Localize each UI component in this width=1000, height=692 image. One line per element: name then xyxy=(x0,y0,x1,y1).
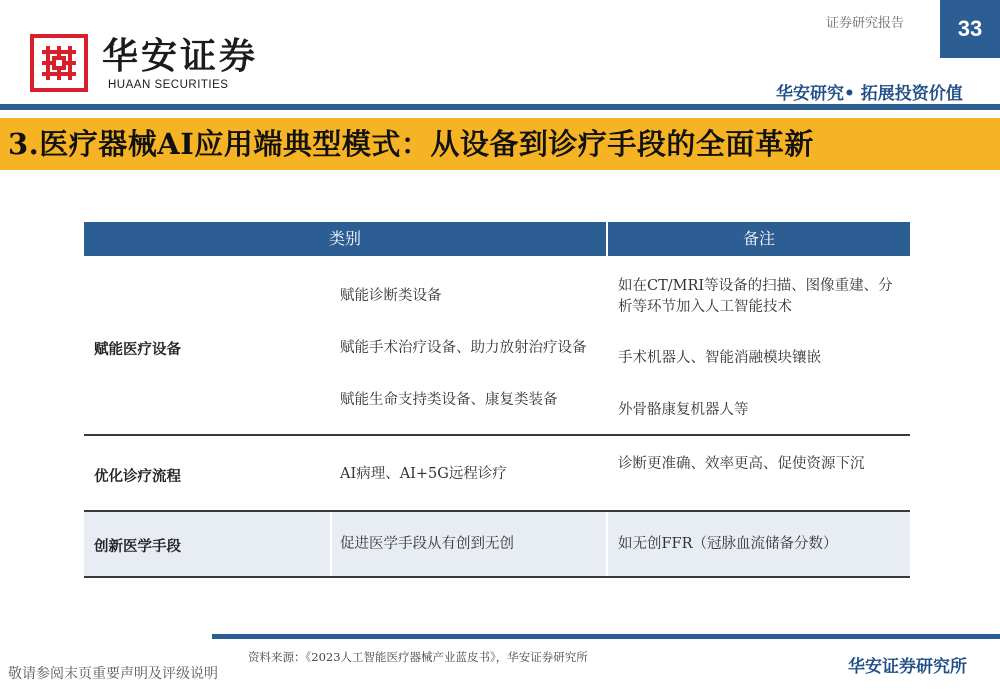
table-header-note: 备注 xyxy=(608,222,910,256)
table-row-category: 赋能医疗设备 xyxy=(94,342,181,358)
report-type-label: 证券研究报告 xyxy=(826,16,905,31)
table-cell-note: 手术机器人、智能消融模块镶嵌 xyxy=(618,350,821,366)
table-cell-note: 外骨骼康复机器人等 xyxy=(618,402,749,418)
table-cell-note: 诊断更准确、效率更高、促使资源下沉 xyxy=(618,456,865,472)
table-cell-type: 赋能诊断类设备 xyxy=(340,288,442,304)
logo-wordmark-en: HUAAN SECURITIES xyxy=(108,79,229,91)
header-divider xyxy=(0,104,1000,110)
comparison-table xyxy=(84,222,910,578)
logo-seal-icon xyxy=(30,34,88,92)
table-cell-type: 促进医学手段从有创到无创 xyxy=(340,536,514,552)
header-slogan: 华安研究• 拓展投资价值 xyxy=(776,84,963,104)
table-cell-type: 赋能生命支持类设备、康复类装备 xyxy=(340,392,558,408)
logo-wordmark-cn: 华安证券 xyxy=(102,35,259,77)
footer-brand: 华安证券研究所 xyxy=(848,657,967,677)
source-note: 资料来源：《2023人工智能医疗器械产业蓝皮书》，华安证券研究所 xyxy=(248,650,588,664)
table-cell-type: 赋能手术治疗设备、助力放射治疗设备 xyxy=(340,340,587,356)
table-column-divider xyxy=(330,512,332,576)
table-bottom-border xyxy=(84,576,910,578)
table-column-divider xyxy=(606,512,608,576)
table-cell-note: 如在CT/MRI等设备的扫描、图像重建、分析等环节加入人工智能技术 xyxy=(618,278,893,315)
page-number: 33 xyxy=(940,0,1000,58)
table-row-category: 创新医学手段 xyxy=(94,539,181,555)
footer-divider xyxy=(212,634,1000,639)
table-cell-note: 如无创FFR（冠脉血流储备分数） xyxy=(618,536,838,552)
table-row-category: 优化诊疗流程 xyxy=(94,469,181,485)
table-cell-type: AI病理、AI+5G远程诊疗 xyxy=(340,466,507,482)
table-header-category: 类别 xyxy=(84,222,606,256)
table-row-divider xyxy=(84,510,910,512)
table-row-divider xyxy=(84,434,910,436)
page-title: 3.医疗器械AI应用端典型模式：从设备到诊疗手段的全面革新 xyxy=(8,127,814,161)
disclaimer-text: 敬请参阅末页重要声明及评级说明 xyxy=(8,666,218,682)
